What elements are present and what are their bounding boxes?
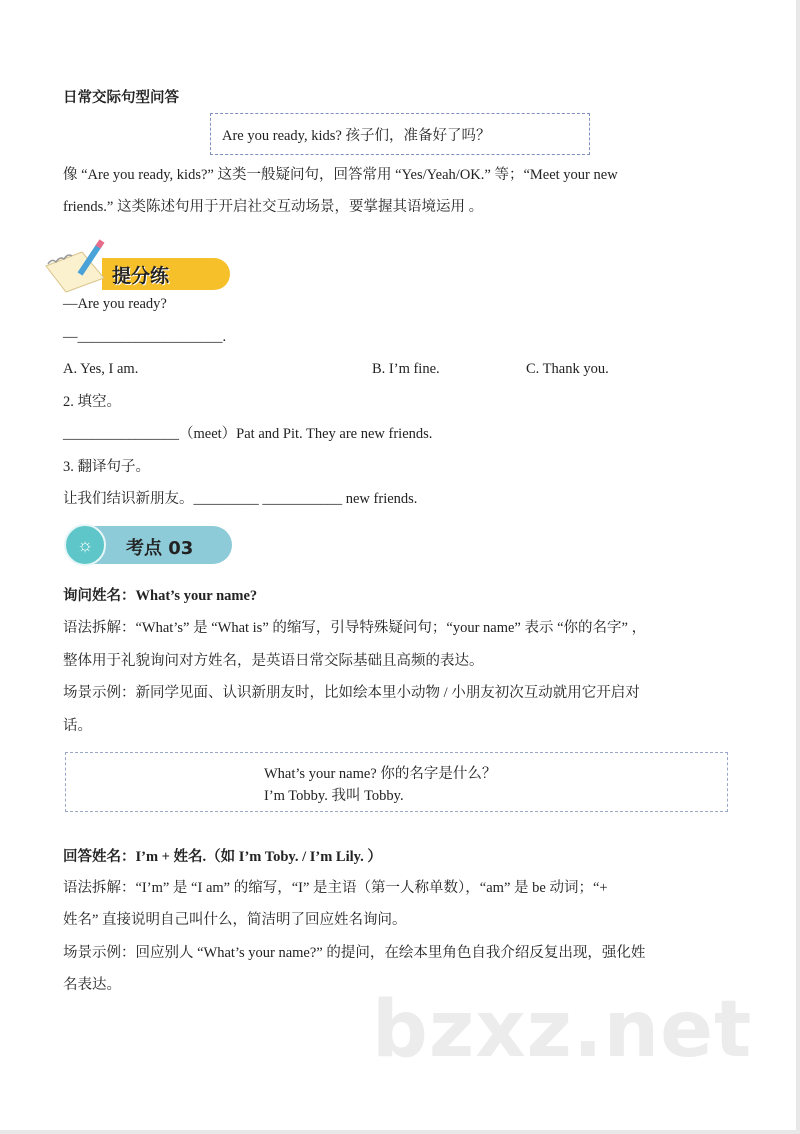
paragraph-line: 像 “Are you ready, kids?” 这类一般疑问句，回答常用 “Yes/Yeah/OK.” 等；“Meet your new — [63, 167, 618, 183]
option-c: C. Thank you. — [526, 361, 609, 377]
example-text: Are you ready, kids? 孩子们，准备好了吗？ — [222, 128, 491, 144]
section-heading: 日常交际句型问答 — [63, 90, 179, 106]
watermark: bzxz.net — [372, 985, 753, 1075]
translate-question: 让我们结识新朋友。_________ ___________ new friends. — [63, 491, 418, 507]
option-a: A. Yes, I am. — [63, 361, 139, 377]
section-badge-label: 考点 03 — [126, 538, 194, 559]
section-badge — [64, 524, 234, 568]
practice-badge — [42, 238, 192, 294]
answer-blank: —____________________. — [63, 329, 227, 345]
fill-blank-question: ________________（meet）Pat and Pit. They are new friends. — [63, 426, 433, 442]
example-question: What’s your name? 你的名字是什么？ — [264, 766, 497, 782]
paragraph-line: 整体用于礼貌询问对方姓名，是英语日常交际基础且高频的表达。 — [63, 653, 484, 669]
page-edge — [796, 0, 800, 1134]
paragraph-line: 语法拆解：“I’m” 是 “I am” 的缩写，“I” 是主语（第一人称单数），“am” 是 be 动词；“+ — [63, 880, 608, 896]
example-answer: I’m Tobby. 我叫 Tobby. — [264, 788, 404, 804]
section-heading: 回答姓名：I’m + 姓名.（如 I’m Toby. / I’m Lily. ） — [63, 849, 382, 865]
example-box — [210, 113, 590, 155]
paragraph-line: friends.” 这类陈述句用于开启社交互动场景，要掌握其语境运用 。 — [63, 199, 484, 215]
paragraph-line: 话。 — [63, 718, 92, 734]
example-box — [65, 752, 728, 812]
question-title: 3. 翻译句子。 — [63, 459, 150, 475]
paragraph-line: 名表达。 — [63, 977, 121, 993]
notepad-pencil-icon — [42, 238, 112, 294]
paragraph-line: 姓名” 直接说明自己叫什么，简洁明了回应姓名询问。 — [63, 912, 407, 928]
option-b: B. I’m fine. — [372, 361, 440, 377]
paragraph-line: 语法拆解：“What’s” 是 “What is” 的缩写，引导特殊疑问句；“your name” 表示 “你的名字” ， — [63, 620, 647, 636]
page-edge — [0, 1130, 800, 1134]
question-prompt: —Are you ready? — [63, 296, 167, 312]
question-title: 2. 填空。 — [63, 394, 121, 410]
paragraph-line: 场景示例：新同学见面、认识新朋友时，比如绘本里小动物 / 小朋友初次互动就用它开启对 — [63, 685, 640, 701]
paragraph-line: 场景示例：回应别人 “What’s your name?” 的提问，在绘本里角色自我介绍反复出现，强化姓 — [63, 945, 646, 961]
lamp-icon: ☼ — [64, 524, 106, 566]
section-heading: 询问姓名：What’s your name? — [63, 588, 258, 604]
practice-badge-label: 提分练 — [112, 265, 170, 287]
